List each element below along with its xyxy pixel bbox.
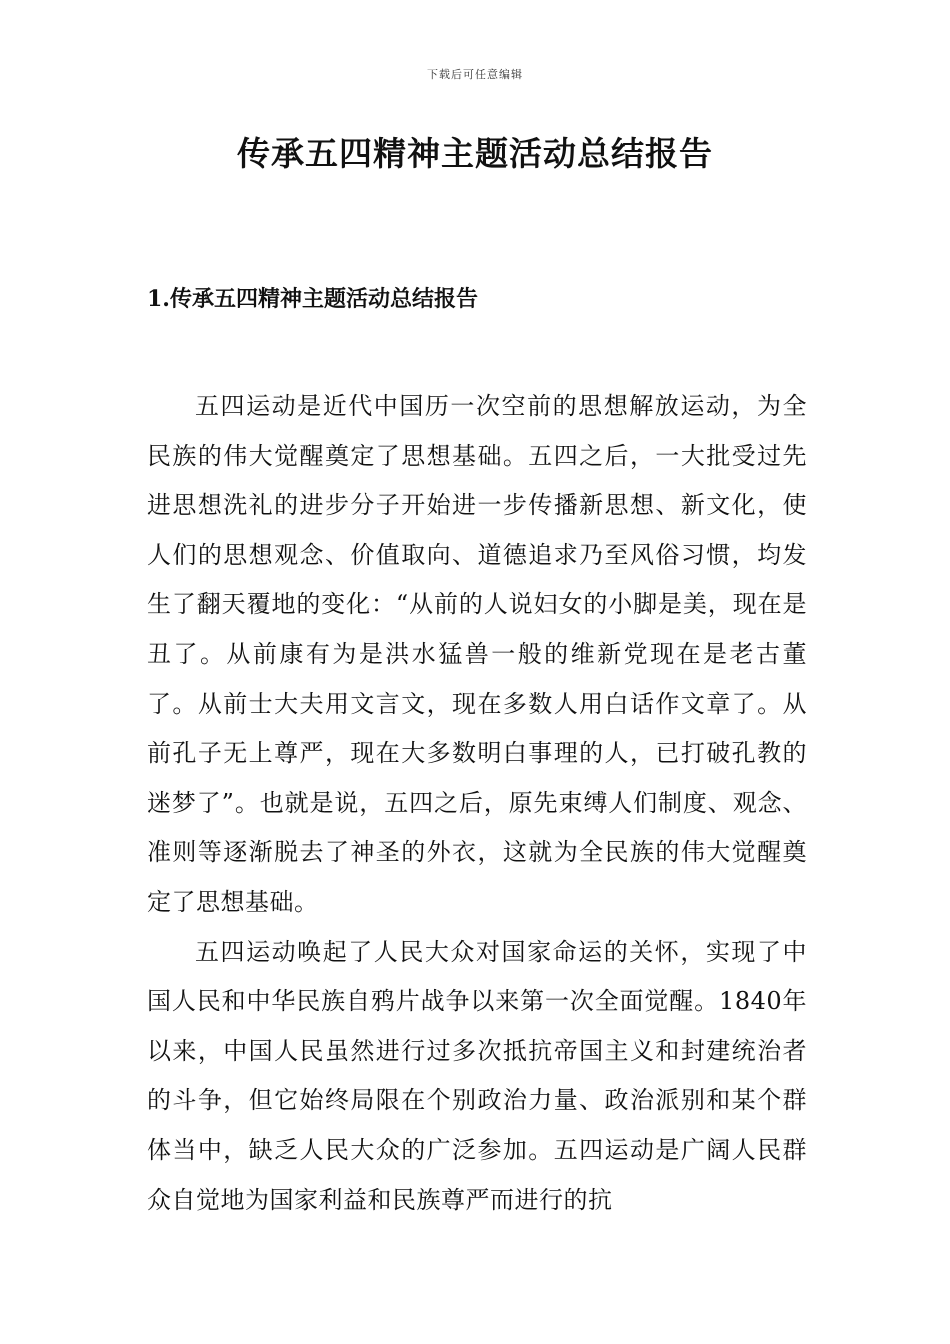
paragraph: 五四运动唤起了人民大众对国家命运的关怀，实现了中国人民和中华民族自鸦片战争以来第一次全面觉醒。1840年以来，中国人民虽然进行过多次抵抗帝国主义和封建统治者的斗争，但它始终局限在个别政治力量、政治派别和某个群体当中，缺乏人民大众的广泛参加。五四运动是广阔人民群众自觉地为国家利益和民族尊严而进行的抗: [147, 937, 807, 1214]
section-heading: 1.传承五四精神主题活动总结报告: [147, 286, 478, 312]
document-title: 传承五四精神主题活动总结报告: [237, 134, 713, 173]
paragraph: 五四运动是近代中国历一次空前的思想解放运动，为全民族的伟大觉醒奠定了思想基础。五四之后，一大批受过先进思想洗礼的进步分子开始进一步传播新思想、新文化，使人们的思想观念、价值取向、道德追求乃至风俗习惯，均发生了翻天覆地的变化：“从前的人说妇女的小脚是美，现在是丑了。从前康有为是洪水猛兽一般的维新党现在是老古董了。从前士大夫用文言文，现在多数人用白话作文章了。从前孔子无上尊严，现在大多数明白事理的人，已打破孔教的迷梦了”。也就是说，五四之后，原先束缚人们制度、观念、准则等逐渐脱去了神圣的外衣，这就为全民族的伟大觉醒奠定了思想基础。: [147, 392, 807, 916]
page-header-note: 下载后可任意编辑: [427, 68, 523, 81]
body-text: [147, 382, 807, 1225]
